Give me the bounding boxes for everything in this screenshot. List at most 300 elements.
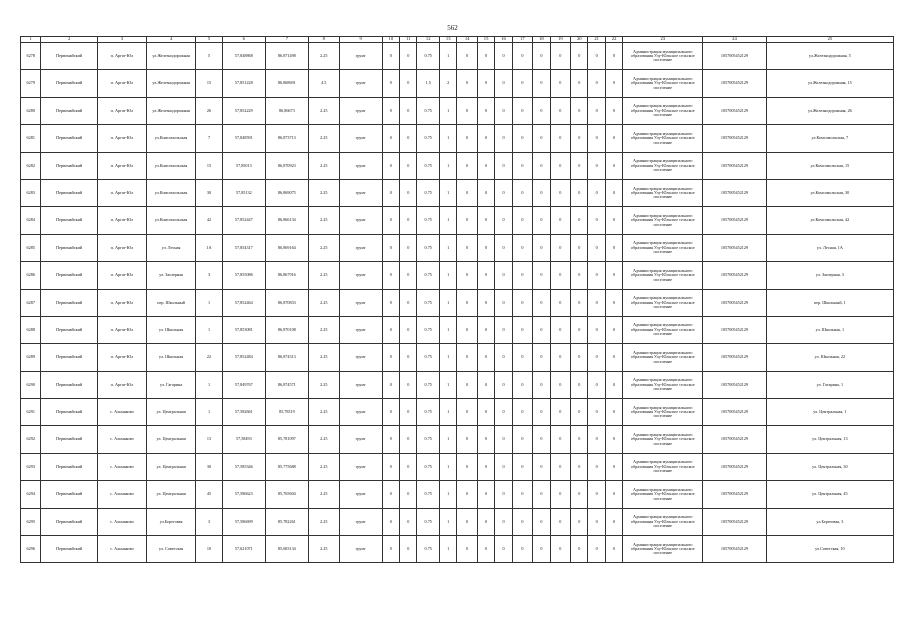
table-cell: грунт xyxy=(339,43,382,70)
table-cell: 1 xyxy=(439,179,456,206)
table-cell: ул. Советская xyxy=(147,536,196,563)
table-cell: Администрация муниципального образования Улу-Юльское сельское поселение xyxy=(623,399,703,426)
table-cell: 0 xyxy=(457,125,477,152)
table-cell: Администрация муниципального образования Улу-Юльское сельское поселение xyxy=(623,316,703,343)
table-cell: 0 xyxy=(588,179,605,206)
table-cell: 85,78319 xyxy=(265,399,308,426)
table-cell: ул.Комсомольская xyxy=(147,179,196,206)
table-cell: грунт xyxy=(339,125,382,152)
table-cell: 0 xyxy=(588,344,605,371)
table-cell: 0 xyxy=(400,179,417,206)
table-cell: 0 xyxy=(605,125,622,152)
table-cell: п. Аргат-Юл xyxy=(97,70,146,97)
table-cell: 0 xyxy=(400,399,417,426)
table-cell: 0 xyxy=(457,481,477,508)
table-cell: 0 xyxy=(495,43,512,70)
table-cell: 0 xyxy=(605,453,622,480)
table-cell: 0 xyxy=(477,399,494,426)
table-cell: 0.75 xyxy=(417,43,440,70)
table-cell: 57,852464 xyxy=(222,289,265,316)
table-cell: 0 xyxy=(512,316,532,343)
table-cell: 6280 xyxy=(21,97,41,124)
table-cell: ул.Железнодорожная, 15 xyxy=(766,70,893,97)
table-cell: Первомайский xyxy=(41,152,97,179)
table-cell: 0 xyxy=(457,508,477,535)
table-cell: 0 xyxy=(571,97,588,124)
table-cell: 1 xyxy=(439,481,456,508)
table-cell: 0 xyxy=(512,43,532,70)
table-cell: пер. Школьный, 1 xyxy=(766,289,893,316)
table-cell: Первомайский xyxy=(41,234,97,261)
table-cell: 0 xyxy=(495,481,512,508)
column-header: 25 xyxy=(766,37,893,43)
table-cell: 0 xyxy=(550,453,570,480)
table-cell: 0 xyxy=(400,508,417,535)
table-cell: 13 xyxy=(196,426,223,453)
table-cell: 0 xyxy=(588,207,605,234)
table-cell: 1057005452129 xyxy=(703,70,767,97)
table-cell: 0 xyxy=(605,97,622,124)
table-cell: 0 xyxy=(512,508,532,535)
table-cell: ул.Комсомольская xyxy=(147,125,196,152)
table-row xyxy=(21,125,894,152)
column-header: 5 xyxy=(196,37,223,43)
table-cell: 0 xyxy=(550,508,570,535)
table-cell: 1057005452129 xyxy=(703,481,767,508)
table-cell: 15 xyxy=(196,152,223,179)
table-cell: 0 xyxy=(605,344,622,371)
table-cell: 7 xyxy=(196,125,223,152)
table-cell: 1А xyxy=(196,234,223,261)
table-cell: п. Аргат-Юл xyxy=(97,125,146,152)
table-cell: с. Альмяково xyxy=(97,399,146,426)
table-cell: грунт xyxy=(339,97,382,124)
table-cell: 0 xyxy=(550,316,570,343)
table-cell: 0 xyxy=(533,399,550,426)
table-cell: 0 xyxy=(495,179,512,206)
table-cell: 57,853081 xyxy=(222,316,265,343)
table-cell: 0 xyxy=(533,43,550,70)
table-cell: Администрация муниципального образования Улу-Юльское сельское поселение xyxy=(623,508,703,535)
table-cell: 0 xyxy=(495,453,512,480)
table-cell: 0 xyxy=(571,207,588,234)
table-cell: 0 xyxy=(512,262,532,289)
table-cell: 0 xyxy=(512,371,532,398)
table-cell: 1 xyxy=(439,97,456,124)
table-cell: 0 xyxy=(457,70,477,97)
table-cell: 0 xyxy=(605,43,622,70)
table-cell: 0.75 xyxy=(417,399,440,426)
table-cell: 0 xyxy=(588,481,605,508)
table-cell: 0 xyxy=(477,207,494,234)
table-cell: 0 xyxy=(588,536,605,563)
table-cell: ул. Школьная xyxy=(147,316,196,343)
table-cell: 85,775688 xyxy=(265,453,308,480)
table-cell: 0 xyxy=(477,453,494,480)
table-cell: 45 xyxy=(196,481,223,508)
table-cell: 0.75 xyxy=(417,179,440,206)
table-cell: 0 xyxy=(533,125,550,152)
table-cell: ул.Железнодорожная, 5 xyxy=(766,43,893,70)
table-cell: 3 xyxy=(196,508,223,535)
table-cell: 0 xyxy=(571,234,588,261)
table-cell: 0 xyxy=(605,207,622,234)
table-cell: 6279 xyxy=(21,70,41,97)
table-cell: с. Альмяково xyxy=(97,426,146,453)
table-cell: Администрация муниципального образования Улу-Юльское сельское поселение xyxy=(623,481,703,508)
table-cell: 42 xyxy=(196,207,223,234)
table-cell: 0 xyxy=(457,426,477,453)
table-cell: 1 xyxy=(439,262,456,289)
table-cell: 0 xyxy=(533,97,550,124)
table-cell: 0 xyxy=(495,289,512,316)
table-cell: 0 xyxy=(382,125,399,152)
table-cell: 1057005452129 xyxy=(703,43,767,70)
table-cell: 0 xyxy=(477,234,494,261)
column-header: 11 xyxy=(400,37,417,43)
table-cell: п. Аргат-Юл xyxy=(97,262,146,289)
table-cell: 0 xyxy=(550,371,570,398)
page-number: 562 xyxy=(447,24,458,32)
table-cell: 2.25 xyxy=(308,125,339,152)
table-cell: 1 xyxy=(439,207,456,234)
table-cell: 0 xyxy=(571,125,588,152)
table-cell: 0 xyxy=(457,97,477,124)
table-cell: грунт xyxy=(339,262,382,289)
table-cell: 86,873713 xyxy=(265,125,308,152)
table-cell: 86,867916 xyxy=(265,262,308,289)
table-cell: 0 xyxy=(382,481,399,508)
table-cell: 0 xyxy=(512,453,532,480)
table-cell: Администрация муниципального образования Улу-Юльское сельское поселение xyxy=(623,536,703,563)
table-cell: 1057005452129 xyxy=(703,426,767,453)
table-cell: 1057005452129 xyxy=(703,536,767,563)
table-cell: с. Альмяково xyxy=(97,453,146,480)
table-cell: ул.Железнодорожная xyxy=(147,97,196,124)
table-cell: 0 xyxy=(588,43,605,70)
table-cell: 1 xyxy=(196,371,223,398)
table-cell: 0 xyxy=(382,344,399,371)
table-cell: 0 xyxy=(550,70,570,97)
table-row xyxy=(21,97,894,124)
table-cell: ул. Гагарина xyxy=(147,371,196,398)
table-cell: 0 xyxy=(533,508,550,535)
table-cell: ул.Комсомольская, 15 xyxy=(766,152,893,179)
table-cell: 0 xyxy=(533,481,550,508)
table-cell: 2.25 xyxy=(308,289,339,316)
column-header: 3 xyxy=(97,37,146,43)
table-cell: 0 xyxy=(400,316,417,343)
table-cell: грунт xyxy=(339,481,382,508)
table-cell: 0 xyxy=(477,125,494,152)
table-cell: 0 xyxy=(477,371,494,398)
table-cell: 0 xyxy=(550,43,570,70)
table-cell: Первомайский xyxy=(41,371,97,398)
table-cell: 1 xyxy=(439,371,456,398)
table-cell: 0 xyxy=(400,152,417,179)
table-cell: 57,586699 xyxy=(222,508,265,535)
table-cell: Первомайский xyxy=(41,399,97,426)
table-cell: 1057005452129 xyxy=(703,289,767,316)
table-cell: 1 xyxy=(439,316,456,343)
table-row xyxy=(21,289,894,316)
table-cell: п. Аргат-Юл xyxy=(97,316,146,343)
table-cell: 0 xyxy=(605,371,622,398)
table-cell: 0 xyxy=(571,481,588,508)
table-row xyxy=(21,399,894,426)
table-cell: 57,585346 xyxy=(222,453,265,480)
table-cell: 0.75 xyxy=(417,234,440,261)
table-cell: 0 xyxy=(571,262,588,289)
table-cell: с. Альмяково xyxy=(97,481,146,508)
table-cell: ул.Железнодорожная xyxy=(147,70,196,97)
table-cell: ул.Береговая, 3 xyxy=(766,508,893,535)
table-cell: 0 xyxy=(571,43,588,70)
table-cell: 0 xyxy=(588,289,605,316)
table-cell: 2.25 xyxy=(308,207,339,234)
table-cell: 0 xyxy=(550,152,570,179)
table-cell: 0 xyxy=(588,262,605,289)
table-row xyxy=(21,536,894,563)
column-header: 12 xyxy=(417,37,440,43)
column-header: 9 xyxy=(339,37,382,43)
table-cell: 0.75 xyxy=(417,453,440,480)
table-cell: 0 xyxy=(457,207,477,234)
table-cell: 0 xyxy=(495,426,512,453)
table-cell: 6292 xyxy=(21,426,41,453)
table-cell: 26 xyxy=(196,97,223,124)
table-cell: 1057005452129 xyxy=(703,371,767,398)
table-cell: 0 xyxy=(495,399,512,426)
table-cell: грунт xyxy=(339,289,382,316)
table-cell: 0 xyxy=(512,234,532,261)
table-cell: 0 xyxy=(495,207,512,234)
table-cell: 0 xyxy=(495,508,512,535)
table-cell: п. Аргат-Юл xyxy=(97,179,146,206)
column-header: 19 xyxy=(550,37,570,43)
table-cell: Администрация муниципального образования Улу-Юльское сельское поселение xyxy=(623,371,703,398)
table-cell: грунт xyxy=(339,152,382,179)
table-cell: ул. Школьная xyxy=(147,344,196,371)
table-cell: 2.25 xyxy=(308,371,339,398)
table-cell: 0.75 xyxy=(417,481,440,508)
table-cell: с. Альмяково xyxy=(97,508,146,535)
table-cell: 0 xyxy=(457,289,477,316)
table-cell: 0 xyxy=(550,234,570,261)
table-cell: 0 xyxy=(382,152,399,179)
table-cell: с. Альмяково xyxy=(97,536,146,563)
table-cell: 2.25 xyxy=(308,152,339,179)
table-cell: 86,874313 xyxy=(265,344,308,371)
table-cell: 0 xyxy=(571,399,588,426)
table-cell: 2.25 xyxy=(308,453,339,480)
column-header: 2 xyxy=(41,37,97,43)
column-header: 18 xyxy=(533,37,550,43)
table-cell: 0 xyxy=(477,179,494,206)
table-cell: грунт xyxy=(339,399,382,426)
table-cell: 1057005452129 xyxy=(703,316,767,343)
table-cell: 2.25 xyxy=(308,481,339,508)
table-row xyxy=(21,207,894,234)
table-cell: 1 xyxy=(439,426,456,453)
table-cell: ул. Заозерная, 3 xyxy=(766,262,893,289)
table-cell: 0 xyxy=(382,234,399,261)
table-cell: 0 xyxy=(457,536,477,563)
table-cell: ул.Комсомольская, 42 xyxy=(766,207,893,234)
table-cell: 0 xyxy=(588,125,605,152)
table-cell: 0 xyxy=(495,536,512,563)
table-cell: 85,765604 xyxy=(265,481,308,508)
table-cell: 0 xyxy=(512,426,532,453)
table-cell: 3 xyxy=(196,262,223,289)
table-cell: 0 xyxy=(400,481,417,508)
table-cell: 0 xyxy=(400,344,417,371)
table-cell: 1057005452129 xyxy=(703,234,767,261)
table-cell: 0 xyxy=(550,262,570,289)
table-cell: 15 xyxy=(196,70,223,97)
table-cell: 0 xyxy=(400,207,417,234)
table-cell: 57,85132 xyxy=(222,179,265,206)
table-cell: п. Аргат-Юл xyxy=(97,344,146,371)
table-row xyxy=(21,481,894,508)
table-cell: 0 xyxy=(533,426,550,453)
table-cell: 0 xyxy=(382,508,399,535)
column-header: 4 xyxy=(147,37,196,43)
table-cell: 0 xyxy=(588,70,605,97)
table-cell: 0 xyxy=(400,289,417,316)
table-cell: 0 xyxy=(550,399,570,426)
table-cell: 1.5 xyxy=(417,70,440,97)
table-cell: ул.Береговая xyxy=(147,508,196,535)
table-cell: Первомайский xyxy=(41,43,97,70)
table-cell: 57,848591 xyxy=(222,125,265,152)
table-cell: грунт xyxy=(339,234,382,261)
table-cell: 0 xyxy=(571,371,588,398)
table-cell: 0 xyxy=(588,508,605,535)
table-cell: ул. Центральная xyxy=(147,481,196,508)
table-cell: 1 xyxy=(439,43,456,70)
table-cell: 2.25 xyxy=(308,508,339,535)
table-cell: Администрация муниципального образования Улу-Юльское сельское поселение xyxy=(623,43,703,70)
table-cell: 0 xyxy=(588,399,605,426)
table-cell: 0 xyxy=(477,289,494,316)
table-row xyxy=(21,344,894,371)
table-cell: 0 xyxy=(605,70,622,97)
table-cell: Первомайский xyxy=(41,508,97,535)
table-cell: 0.75 xyxy=(417,207,440,234)
table-cell: ул. Школьная, 22 xyxy=(766,344,893,371)
table-cell: 1057005452129 xyxy=(703,344,767,371)
table-cell: Первомайский xyxy=(41,481,97,508)
table-cell: ул. Гагарина, 1 xyxy=(766,371,893,398)
table-cell: 0.75 xyxy=(417,125,440,152)
table-cell: 0 xyxy=(512,399,532,426)
table-cell: 2.25 xyxy=(308,234,339,261)
table-cell: 0 xyxy=(400,262,417,289)
table-cell: 0 xyxy=(550,207,570,234)
table-cell: 0 xyxy=(400,371,417,398)
table-cell: Администрация муниципального образования Улу-Юльское сельское поселение xyxy=(623,289,703,316)
column-header: 13 xyxy=(439,37,456,43)
table-cell: 0 xyxy=(382,43,399,70)
table-cell: 86,870923 xyxy=(265,152,308,179)
column-header: 7 xyxy=(265,37,308,43)
table-cell: 1 xyxy=(439,289,456,316)
table-cell: 0 xyxy=(533,371,550,398)
table-cell: 6283 xyxy=(21,179,41,206)
table-cell: 57,848868 xyxy=(222,43,265,70)
table-cell: 1 xyxy=(439,399,456,426)
table-cell: 0.75 xyxy=(417,508,440,535)
table-cell: 0 xyxy=(533,344,550,371)
registry-table xyxy=(20,36,894,563)
table-cell: ул. Центральная xyxy=(147,399,196,426)
table-cell: 22 xyxy=(196,344,223,371)
table-row xyxy=(21,508,894,535)
table-cell: 0 xyxy=(477,426,494,453)
table-cell: 0 xyxy=(495,262,512,289)
table-cell: 0 xyxy=(533,453,550,480)
table-cell: 0 xyxy=(400,536,417,563)
table-cell: 0 xyxy=(605,508,622,535)
table-cell: 0.75 xyxy=(417,316,440,343)
table-cell: 6284 xyxy=(21,207,41,234)
table-cell: 0 xyxy=(571,289,588,316)
table-cell: грунт xyxy=(339,508,382,535)
table-cell: 1057005452129 xyxy=(703,179,767,206)
table-cell: п. Аргат-Юл xyxy=(97,289,146,316)
table-cell: 6296 xyxy=(21,536,41,563)
table-row xyxy=(21,453,894,480)
table-cell: 0 xyxy=(495,344,512,371)
table-cell: 57,621071 xyxy=(222,536,265,563)
table-cell: 0.75 xyxy=(417,371,440,398)
table-cell: Администрация муниципального образования Улу-Юльское сельское поселение xyxy=(623,179,703,206)
table-cell: 1057005452129 xyxy=(703,262,767,289)
table-cell: ул. Лесная, 1А xyxy=(766,234,893,261)
table-row xyxy=(21,234,894,261)
table-cell: 0 xyxy=(477,536,494,563)
table-cell: 0 xyxy=(512,536,532,563)
table-cell: 0 xyxy=(382,70,399,97)
table-cell: 0 xyxy=(457,344,477,371)
table-cell: 1057005452129 xyxy=(703,152,767,179)
table-cell: 0 xyxy=(512,481,532,508)
table-cell: 0 xyxy=(512,125,532,152)
table-cell: 0 xyxy=(512,179,532,206)
table-cell: Первомайский xyxy=(41,426,97,453)
table-cell: Администрация муниципального образования Улу-Юльское сельское поселение xyxy=(623,152,703,179)
table-cell: 0 xyxy=(605,399,622,426)
table-cell: 1 xyxy=(439,152,456,179)
table-cell: 0.75 xyxy=(417,262,440,289)
table-cell: ул. Центральная, 13 xyxy=(766,426,893,453)
column-header: 24 xyxy=(703,37,767,43)
table-cell: 0 xyxy=(550,426,570,453)
table-cell: 0 xyxy=(457,179,477,206)
table-cell: 0 xyxy=(495,152,512,179)
table-cell: 0 xyxy=(605,426,622,453)
column-header: 17 xyxy=(512,37,532,43)
table-cell: п. Аргат-Юл xyxy=(97,207,146,234)
table-row xyxy=(21,179,894,206)
table-cell: Первомайский xyxy=(41,453,97,480)
table-cell: ул.Комсомольская xyxy=(147,207,196,234)
table-cell: Администрация муниципального образования Улу-Юльское сельское поселение xyxy=(623,70,703,97)
table-cell: 1057005452129 xyxy=(703,125,767,152)
table-row xyxy=(21,152,894,179)
table-cell: грунт xyxy=(339,536,382,563)
